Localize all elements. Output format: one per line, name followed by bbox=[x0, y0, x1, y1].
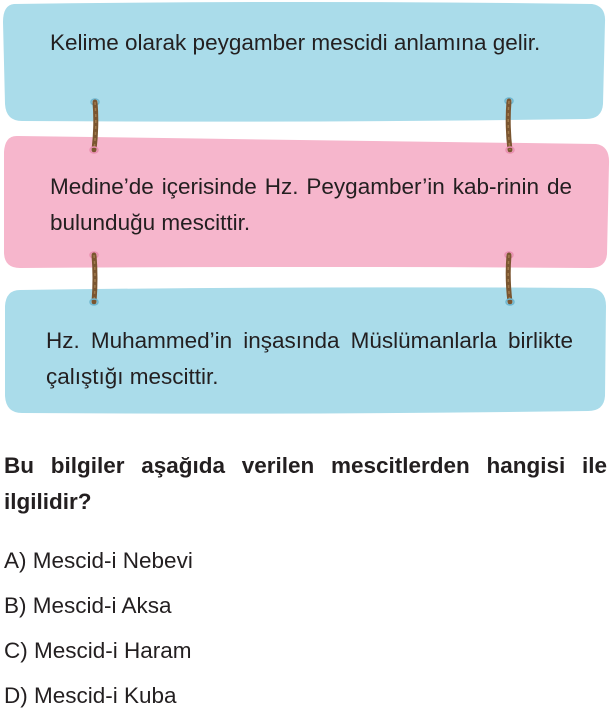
option-b-label: Mescid-i Aksa bbox=[32, 593, 172, 618]
option-b[interactable] bbox=[4, 583, 193, 628]
option-c-label: Mescid-i Haram bbox=[34, 638, 192, 663]
answer-options bbox=[4, 538, 193, 718]
question-text: Bu bilgiler aşağıda verilen mescitlerden hangisi ile ilgilidir? bbox=[4, 453, 607, 514]
option-d-label: Mescid-i Kuba bbox=[34, 683, 177, 708]
card-2-text: Medine’de içerisinde Hz. Peygamber’in kab-rinin de bulunduğu mescittir. bbox=[50, 174, 572, 235]
option-d[interactable] bbox=[4, 673, 193, 718]
card-3-text: Hz. Muhammed’in inşasında Müslümanlarla birlikte çalıştığı mescittir. bbox=[46, 328, 573, 389]
option-b-letter: B) bbox=[4, 593, 27, 618]
option-a-letter: A) bbox=[4, 548, 27, 573]
card-1-text: Kelime olarak peygamber mescidi anlamına gelir. bbox=[50, 30, 541, 55]
option-c-letter: C) bbox=[4, 638, 28, 663]
option-a-label: Mescid-i Nebevi bbox=[32, 548, 193, 573]
option-c[interactable] bbox=[4, 628, 193, 673]
option-a[interactable] bbox=[4, 538, 193, 583]
option-d-letter: D) bbox=[4, 683, 28, 708]
